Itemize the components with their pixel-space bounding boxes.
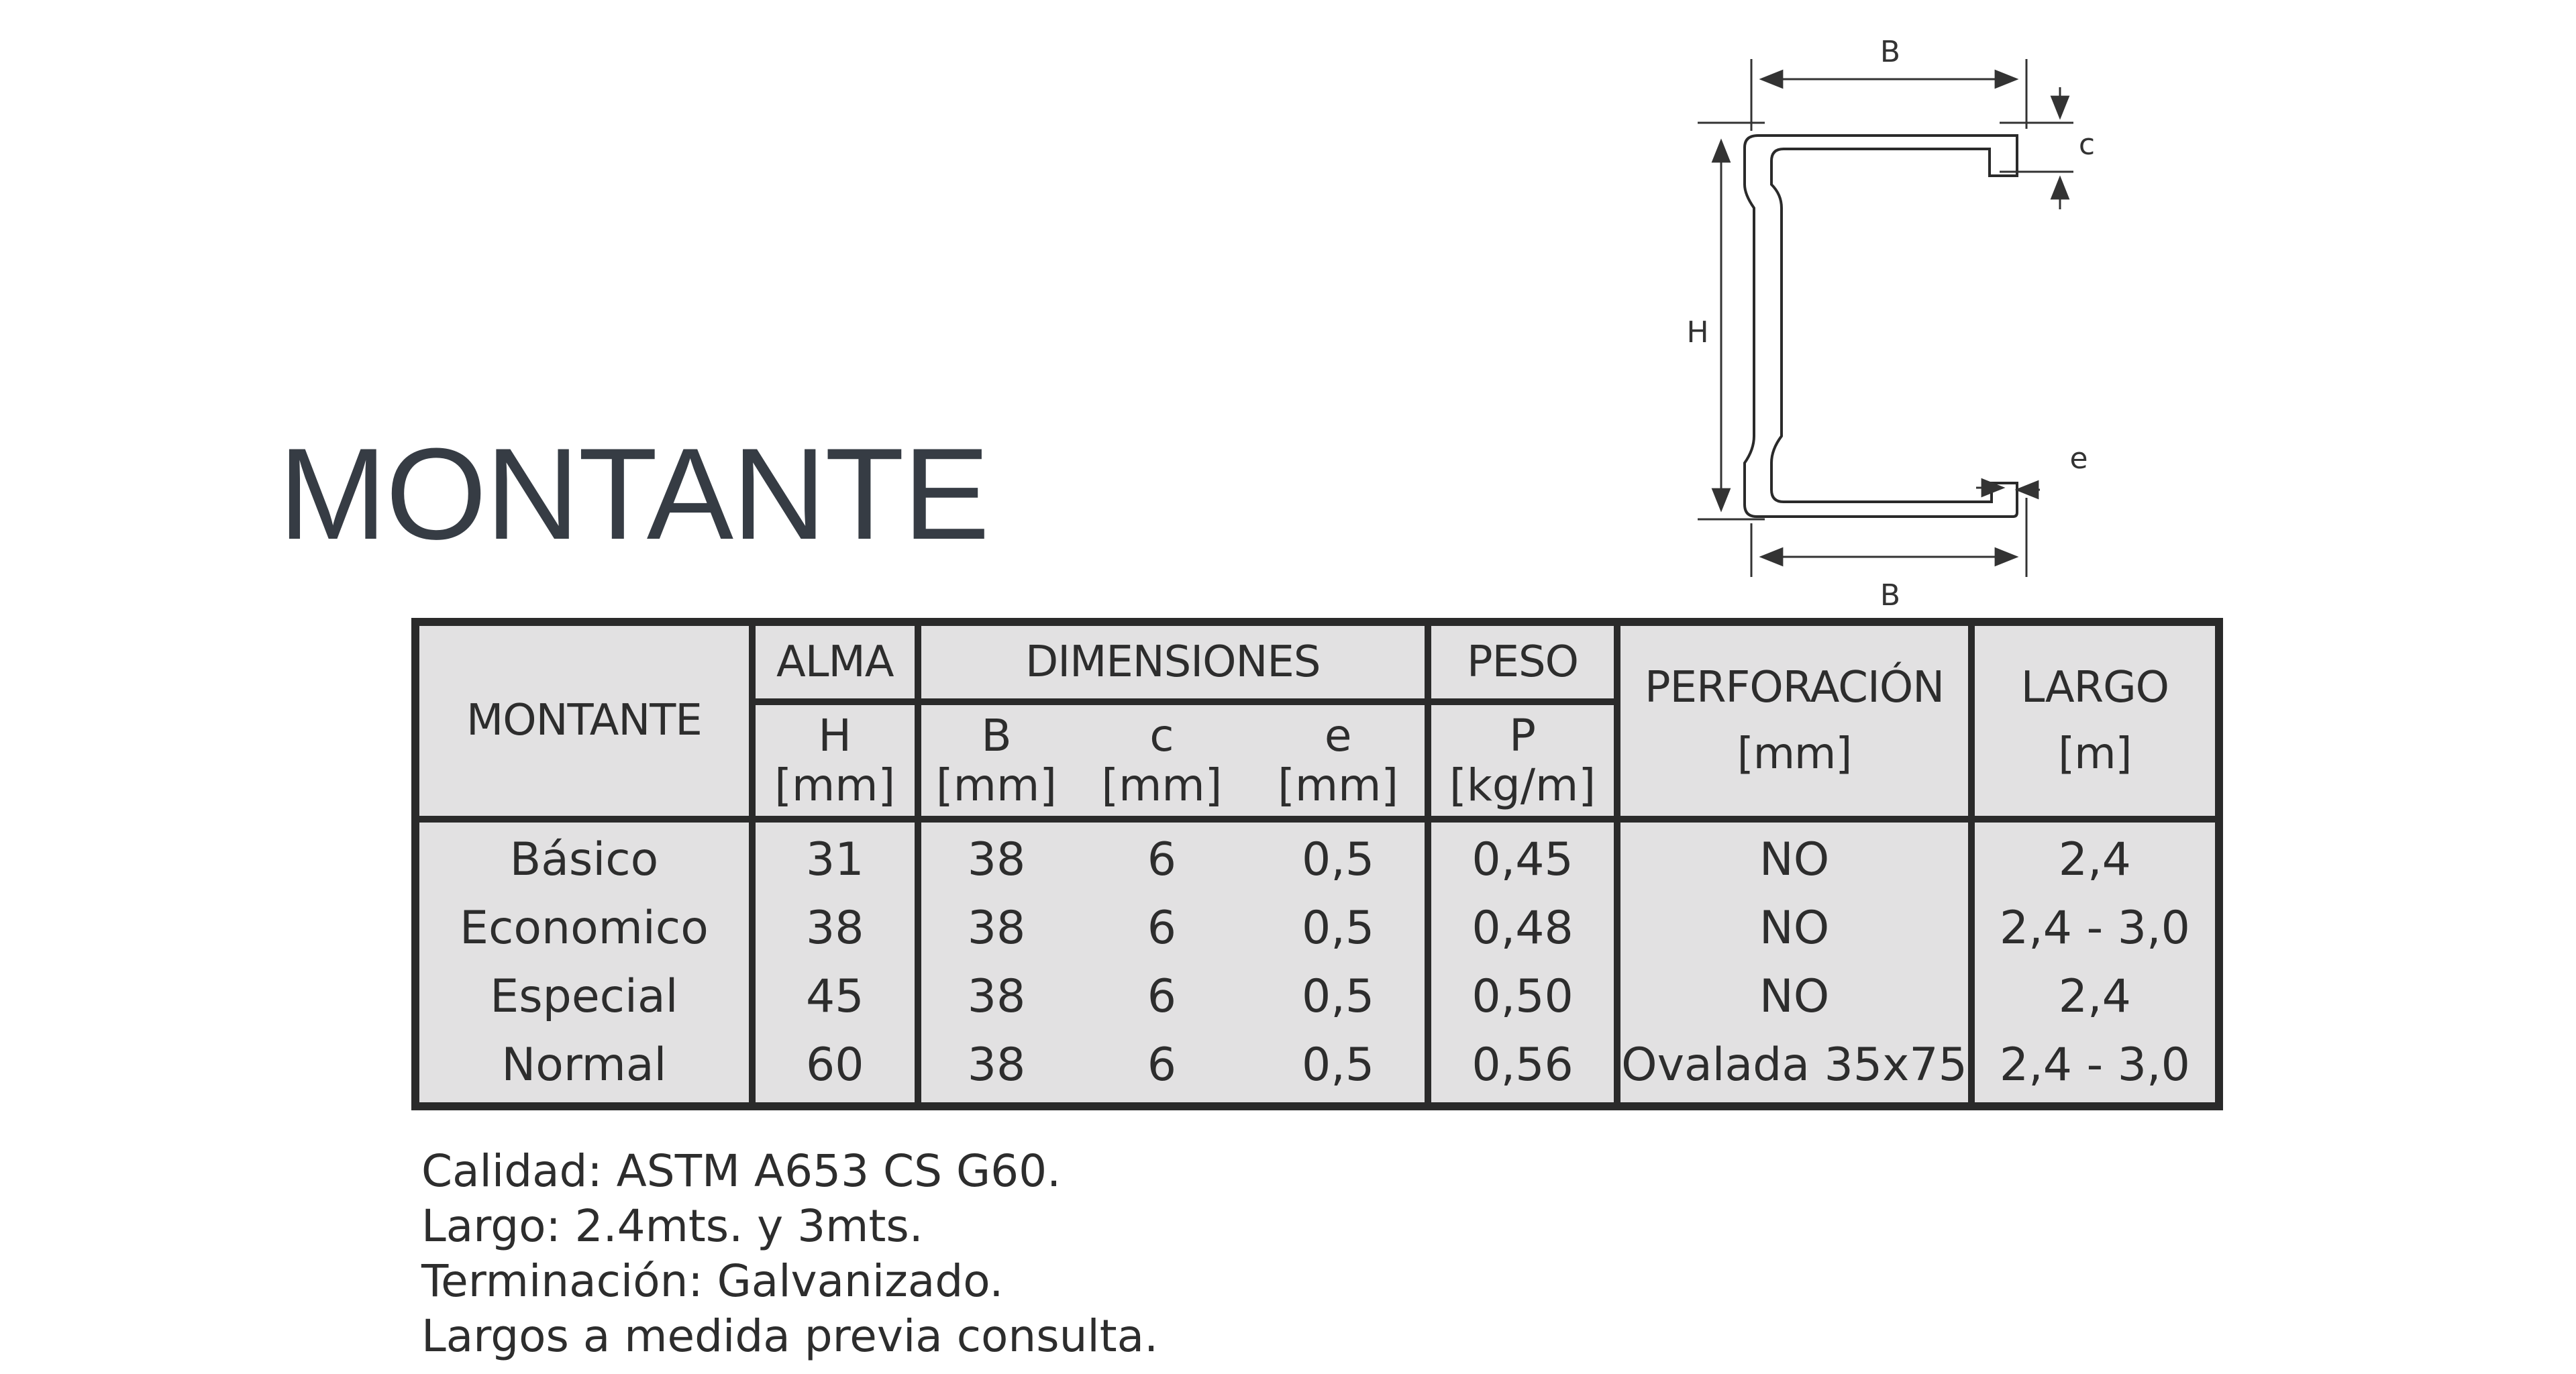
note-calidad: Calidad: ASTM A653 CS G60. [421, 1145, 1062, 1197]
label-h: H [1686, 315, 1709, 350]
table-cell: 6 [1147, 969, 1176, 1023]
header-c [1072, 702, 1251, 819]
table-cell: NO [1759, 969, 1830, 1023]
table-cell: 38 [805, 901, 864, 955]
header-c-label: c [1149, 709, 1174, 761]
label-c: c [2078, 127, 2096, 162]
spec-table [419, 626, 2215, 1102]
header-c-unit: [mm] [1101, 759, 1223, 811]
table-cell: 0,5 [1302, 901, 1375, 955]
table-cell: 60 [805, 1038, 864, 1092]
table-cell: 38 [967, 833, 1026, 886]
label-b-top: B [1879, 35, 1901, 69]
notes-block [421, 1144, 1158, 1364]
table-cell: Economico [460, 901, 709, 955]
table-cell: 31 [805, 833, 864, 886]
table-cell: 2,4 - 3,0 [1999, 901, 2190, 955]
c-profile-shape [1745, 136, 2017, 517]
header-largo-unit: [m] [2058, 729, 2132, 779]
header-perforacion-label: PERFORACIÓN [1645, 663, 1945, 713]
note-largo: Largo: 2.4mts. y 3mts. [421, 1200, 923, 1252]
column-b [918, 819, 1072, 1102]
header-perforacion [1617, 626, 1971, 819]
table-cell: NO [1759, 901, 1830, 955]
header-b-label: B [981, 709, 1012, 761]
header-alma: ALMA [752, 626, 918, 702]
header-montante: MONTANTE [419, 626, 752, 819]
label-b-bottom: B [1879, 578, 1901, 613]
header-p-unit: [kg/m] [1449, 759, 1596, 811]
table-cell: 38 [967, 969, 1026, 1023]
table-cell: 0,56 [1472, 1038, 1574, 1092]
table-cell: 38 [967, 1038, 1026, 1092]
table-cell: 0,48 [1472, 901, 1574, 955]
header-largo [1971, 626, 2215, 819]
table-cell: Especial [490, 969, 678, 1023]
table-cell: 0,5 [1302, 969, 1375, 1023]
header-e [1252, 702, 1428, 819]
column-c [1072, 819, 1251, 1102]
table-cell: 0,45 [1472, 833, 1574, 886]
header-b-unit: [mm] [935, 759, 1057, 811]
column-e [1252, 819, 1428, 1102]
table-cell: Ovalada 35x75 [1621, 1038, 1967, 1092]
table-cell: 2,4 - 3,0 [1999, 1038, 2190, 1092]
table-cell: 6 [1147, 901, 1176, 955]
table-cell: 0,5 [1302, 1038, 1375, 1092]
header-b [918, 702, 1072, 819]
column-largo [1971, 819, 2215, 1102]
table-cell: Normal [501, 1038, 667, 1092]
table-cell: 45 [805, 969, 864, 1023]
table-cell: 0,50 [1472, 969, 1574, 1023]
header-perforacion-unit: [mm] [1737, 729, 1852, 779]
header-p [1428, 702, 1618, 819]
table-cell: 2,4 [2058, 833, 2131, 886]
table-cell: 38 [967, 901, 1026, 955]
table-cell: 6 [1147, 1038, 1176, 1092]
header-e-label: e [1324, 709, 1352, 761]
table-cell: 6 [1147, 833, 1176, 886]
header-dimensiones: DIMENSIONES [918, 626, 1428, 702]
header-largo-label: LARGO [2020, 663, 2169, 713]
spec-table-frame [411, 618, 2223, 1110]
header-peso: PESO [1428, 626, 1618, 702]
column-h [752, 819, 918, 1102]
table-cell: 0,5 [1302, 833, 1375, 886]
note-terminacion: Terminación: Galvanizado. [421, 1255, 1004, 1307]
table-cell: NO [1759, 833, 1830, 886]
table-cell: 2,4 [2058, 969, 2131, 1023]
column-perforacion [1617, 819, 1971, 1102]
header-e-unit: [mm] [1278, 759, 1399, 811]
header-h-label: H [818, 709, 852, 761]
c-profile-diagram [1610, 20, 2147, 624]
header-p-label: P [1509, 709, 1536, 761]
header-h [752, 702, 918, 819]
header-h-unit: [mm] [774, 759, 896, 811]
note-largos-medida: Largos a medida previa consulta. [421, 1310, 1159, 1362]
label-e: e [2069, 441, 2088, 476]
column-montante [419, 819, 752, 1102]
column-p [1428, 819, 1618, 1102]
page-title: MONTANTE [278, 421, 989, 567]
table-cell: Básico [509, 833, 659, 886]
